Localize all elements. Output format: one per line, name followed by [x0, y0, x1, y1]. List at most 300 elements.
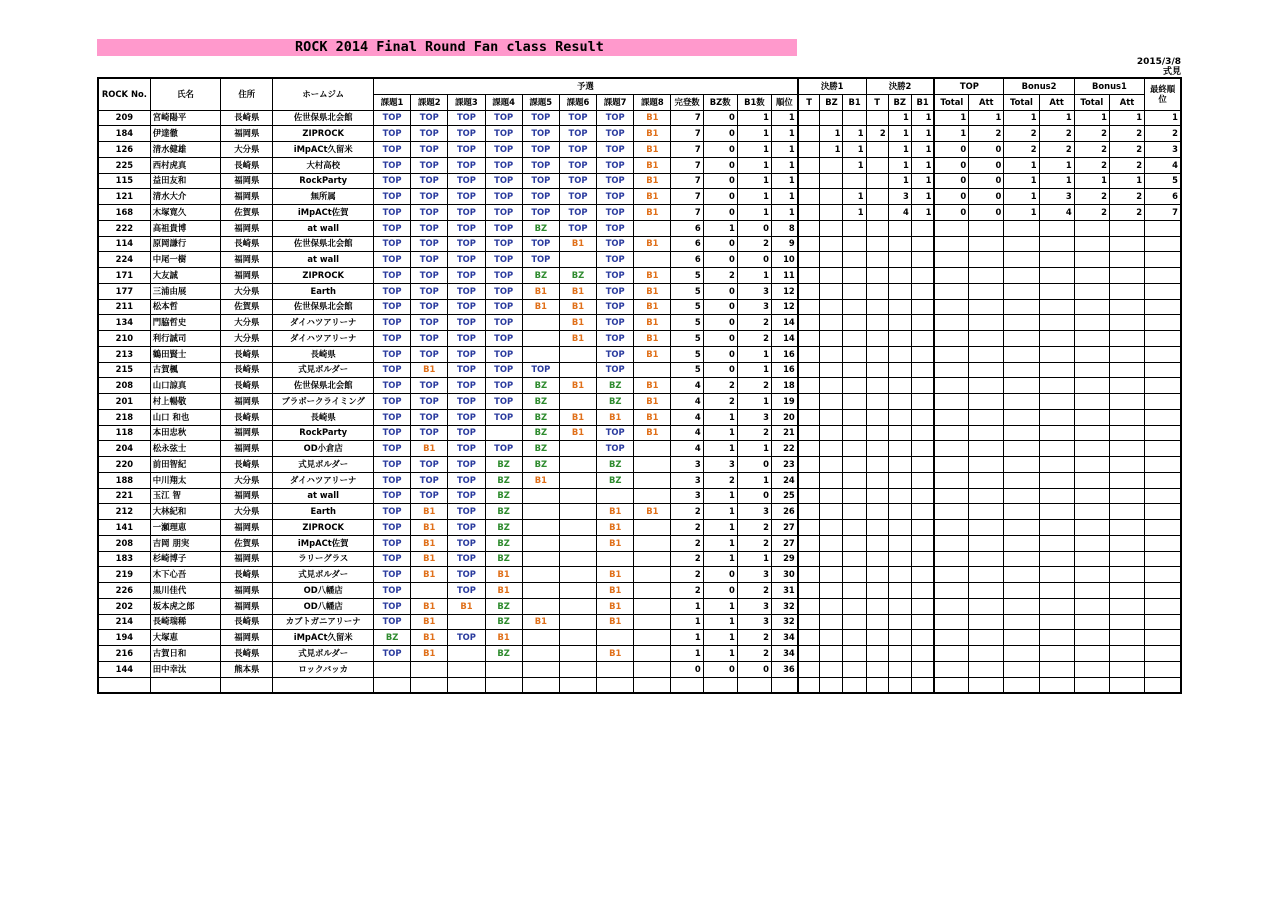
- final2-bz-cell: [888, 551, 911, 567]
- final1-b1-cell: [843, 504, 866, 520]
- final-rank-cell: [1145, 331, 1181, 347]
- final2-t-cell: [866, 252, 888, 268]
- rock-no-cell: 214: [98, 614, 150, 630]
- final2-t-cell: [866, 614, 888, 630]
- gym-cell: iMpACt佐賀: [273, 205, 374, 221]
- problem-1-cell: TOP: [373, 142, 410, 158]
- bonus1-att-cell: [1109, 520, 1144, 536]
- problem-5-cell: [522, 583, 559, 599]
- complete-cell: 2: [671, 551, 703, 567]
- problem-6-cell: [559, 346, 596, 362]
- bonus1-att-cell: [1109, 614, 1144, 630]
- bonus2-att-cell: [1039, 268, 1074, 284]
- final-rank-cell: [1145, 457, 1181, 473]
- col-bonus1-total: Total: [1074, 94, 1109, 110]
- gym-cell: ZIPROCK: [273, 520, 374, 536]
- final1-t-cell: [798, 173, 820, 189]
- address-cell: 福岡県: [221, 268, 273, 284]
- final2-bz-cell: [888, 315, 911, 331]
- final1-bz-cell: 1: [820, 142, 843, 158]
- gym-cell: iMpACt久留米: [273, 142, 374, 158]
- table-row: [98, 457, 1181, 473]
- final2-bz-cell: [888, 567, 911, 583]
- problem-2-cell: [411, 583, 448, 599]
- top-att-cell: [969, 646, 1004, 662]
- bz-count-cell: 2: [703, 394, 737, 410]
- final1-t-cell: [798, 567, 820, 583]
- rank-cell: 14: [771, 331, 797, 347]
- problem-2-cell: B1: [411, 504, 448, 520]
- col-top-att: Att: [969, 94, 1004, 110]
- empty-cell: [1039, 677, 1074, 693]
- final1-bz-cell: [820, 441, 843, 457]
- final-rank-cell: 1: [1145, 110, 1181, 126]
- problem-5-cell: TOP: [522, 252, 559, 268]
- b1-count-cell: 3: [737, 567, 771, 583]
- top-total-cell: [934, 646, 968, 662]
- final1-t-cell: [798, 598, 820, 614]
- bonus1-total-cell: [1074, 252, 1109, 268]
- rock-no-cell: 202: [98, 598, 150, 614]
- final2-t-cell: [866, 646, 888, 662]
- top-total-cell: [934, 630, 968, 646]
- final2-b1-cell: [911, 220, 934, 236]
- rock-no-cell: 168: [98, 205, 150, 221]
- problem-3-cell: TOP: [448, 457, 485, 473]
- problem-3-cell: TOP: [448, 268, 485, 284]
- problem-4-cell: B1: [485, 567, 522, 583]
- problem-4-cell: [485, 661, 522, 677]
- bonus2-att-cell: [1039, 630, 1074, 646]
- bonus1-att-cell: [1109, 472, 1144, 488]
- bonus1-total-cell: [1074, 236, 1109, 252]
- final1-bz-cell: [820, 362, 843, 378]
- problem-6-cell: TOP: [559, 173, 596, 189]
- problem-6-cell: [559, 598, 596, 614]
- bz-count-cell: 1: [703, 614, 737, 630]
- col-problem-4: 課題4: [485, 94, 522, 110]
- rock-no-cell: 218: [98, 409, 150, 425]
- rank-cell: 22: [771, 441, 797, 457]
- final2-t-cell: [866, 504, 888, 520]
- final2-b1-cell: [911, 283, 934, 299]
- final2-t-cell: [866, 457, 888, 473]
- table-row: [98, 315, 1181, 331]
- b1-count-cell: 1: [737, 157, 771, 173]
- b1-count-cell: 1: [737, 126, 771, 142]
- name-cell: 清水大介: [150, 189, 220, 205]
- top-total-cell: [934, 488, 968, 504]
- top-att-cell: 0: [969, 189, 1004, 205]
- bonus2-total-cell: [1004, 331, 1039, 347]
- bonus1-total-cell: [1074, 315, 1109, 331]
- empty-cell: [934, 677, 968, 693]
- results-table: [97, 77, 1182, 694]
- bz-count-cell: 0: [703, 346, 737, 362]
- problem-8-cell: B1: [634, 173, 671, 189]
- final1-t-cell: [798, 205, 820, 221]
- final1-b1-cell: [843, 614, 866, 630]
- rank-cell: 32: [771, 598, 797, 614]
- top-total-cell: [934, 252, 968, 268]
- top-total-cell: [934, 535, 968, 551]
- bonus1-att-cell: [1109, 646, 1144, 662]
- final2-t-cell: [866, 598, 888, 614]
- complete-cell: 6: [671, 236, 703, 252]
- address-cell: 大分県: [221, 504, 273, 520]
- table-row: [98, 583, 1181, 599]
- final1-b1-cell: [843, 362, 866, 378]
- name-cell: 黒川佳代: [150, 583, 220, 599]
- address-cell: 佐賀県: [221, 535, 273, 551]
- problem-4-cell: TOP: [485, 236, 522, 252]
- bonus2-att-cell: [1039, 252, 1074, 268]
- final2-b1-cell: [911, 315, 934, 331]
- problem-1-cell: TOP: [373, 189, 410, 205]
- final1-t-cell: [798, 299, 820, 315]
- gym-cell: 佐世保県北会館: [273, 299, 374, 315]
- bonus2-att-cell: [1039, 299, 1074, 315]
- bonus2-att-cell: 1: [1039, 110, 1074, 126]
- problem-8-cell: [634, 457, 671, 473]
- problem-6-cell: [559, 441, 596, 457]
- problem-2-cell: B1: [411, 598, 448, 614]
- final1-bz-cell: [820, 315, 843, 331]
- problem-8-cell: B1: [634, 346, 671, 362]
- problem-8-cell: B1: [634, 331, 671, 347]
- final-rank-cell: [1145, 646, 1181, 662]
- name-cell: 中川翔太: [150, 472, 220, 488]
- empty-cell: [1004, 677, 1039, 693]
- problem-4-cell: TOP: [485, 142, 522, 158]
- problem-5-cell: B1: [522, 283, 559, 299]
- final1-bz-cell: [820, 205, 843, 221]
- problem-2-cell: TOP: [411, 189, 448, 205]
- address-cell: 長崎県: [221, 378, 273, 394]
- table-row: [98, 614, 1181, 630]
- rank-cell: 9: [771, 236, 797, 252]
- bonus2-total-cell: [1004, 520, 1039, 536]
- final2-b1-cell: [911, 583, 934, 599]
- final2-bz-cell: [888, 614, 911, 630]
- final1-b1-cell: [843, 551, 866, 567]
- problem-6-cell: B1: [559, 425, 596, 441]
- problem-3-cell: TOP: [448, 425, 485, 441]
- top-total-cell: [934, 346, 968, 362]
- final1-t-cell: [798, 457, 820, 473]
- problem-3-cell: TOP: [448, 220, 485, 236]
- complete-cell: 7: [671, 189, 703, 205]
- complete-cell: 3: [671, 472, 703, 488]
- complete-cell: 5: [671, 283, 703, 299]
- table-row: [98, 220, 1181, 236]
- final2-b1-cell: 1: [911, 110, 934, 126]
- bz-count-cell: 3: [703, 457, 737, 473]
- bonus2-total-cell: 1: [1004, 110, 1039, 126]
- final-rank-cell: [1145, 661, 1181, 677]
- final1-t-cell: [798, 126, 820, 142]
- col-f1-bz: BZ: [820, 94, 843, 110]
- col-final-rank: 最終順位: [1145, 78, 1181, 110]
- final-rank-cell: [1145, 394, 1181, 410]
- problem-6-cell: [559, 661, 596, 677]
- final1-bz-cell: [820, 157, 843, 173]
- problem-1-cell: TOP: [373, 283, 410, 299]
- bonus1-att-cell: 1: [1109, 110, 1144, 126]
- final2-bz-cell: [888, 331, 911, 347]
- col-problem-1: 課題1: [373, 94, 410, 110]
- empty-cell: [771, 677, 797, 693]
- rock-no-cell: 188: [98, 472, 150, 488]
- empty-cell: [221, 677, 273, 693]
- problem-4-cell: TOP: [485, 268, 522, 284]
- problem-3-cell: TOP: [448, 205, 485, 221]
- final-rank-cell: [1145, 567, 1181, 583]
- address-cell: 長崎県: [221, 157, 273, 173]
- final2-b1-cell: [911, 661, 934, 677]
- address-cell: 長崎県: [221, 409, 273, 425]
- final1-b1-cell: [843, 425, 866, 441]
- table-row: [98, 535, 1181, 551]
- final2-t-cell: [866, 425, 888, 441]
- bonus1-att-cell: [1109, 661, 1144, 677]
- address-cell: 長崎県: [221, 110, 273, 126]
- address-cell: 大分県: [221, 472, 273, 488]
- final-rank-cell: [1145, 630, 1181, 646]
- problem-1-cell: TOP: [373, 567, 410, 583]
- address-cell: 福岡県: [221, 630, 273, 646]
- problem-2-cell: B1: [411, 567, 448, 583]
- table-row: [98, 394, 1181, 410]
- problem-3-cell: TOP: [448, 189, 485, 205]
- gym-cell: 式見ボルダー: [273, 362, 374, 378]
- top-att-cell: [969, 315, 1004, 331]
- col-problem-5: 課題5: [522, 94, 559, 110]
- bonus2-total-cell: [1004, 646, 1039, 662]
- problem-5-cell: TOP: [522, 142, 559, 158]
- final2-bz-cell: [888, 283, 911, 299]
- top-att-cell: [969, 520, 1004, 536]
- top-total-cell: [934, 362, 968, 378]
- problem-6-cell: [559, 646, 596, 662]
- empty-cell: [888, 677, 911, 693]
- address-cell: 福岡県: [221, 252, 273, 268]
- problem-3-cell: TOP: [448, 378, 485, 394]
- final1-t-cell: [798, 409, 820, 425]
- bonus2-att-cell: [1039, 362, 1074, 378]
- bonus2-att-cell: [1039, 378, 1074, 394]
- bonus1-att-cell: 1: [1109, 173, 1144, 189]
- final2-b1-cell: 1: [911, 205, 934, 221]
- problem-1-cell: TOP: [373, 394, 410, 410]
- final2-b1-cell: [911, 457, 934, 473]
- bz-count-cell: 0: [703, 173, 737, 189]
- problem-8-cell: [634, 362, 671, 378]
- col-group-qualify: 予選: [373, 78, 797, 94]
- gym-cell: 無所属: [273, 189, 374, 205]
- problem-7-cell: [597, 630, 634, 646]
- problem-4-cell: TOP: [485, 126, 522, 142]
- name-cell: 西村虎真: [150, 157, 220, 173]
- gym-cell: カブトガニアリーナ: [273, 614, 374, 630]
- problem-7-cell: B1: [597, 646, 634, 662]
- final2-t-cell: [866, 488, 888, 504]
- gym-cell: ラリーグラス: [273, 551, 374, 567]
- bonus1-att-cell: [1109, 346, 1144, 362]
- final1-bz-cell: [820, 646, 843, 662]
- final2-t-cell: [866, 173, 888, 189]
- problem-8-cell: B1: [634, 425, 671, 441]
- final1-bz-cell: [820, 331, 843, 347]
- bonus1-att-cell: [1109, 425, 1144, 441]
- problem-2-cell: B1: [411, 441, 448, 457]
- top-att-cell: [969, 630, 1004, 646]
- final2-b1-cell: [911, 378, 934, 394]
- address-cell: 福岡県: [221, 425, 273, 441]
- empty-cell: [820, 677, 843, 693]
- complete-cell: 2: [671, 567, 703, 583]
- bonus1-total-cell: [1074, 614, 1109, 630]
- rock-no-cell: 114: [98, 236, 150, 252]
- final1-b1-cell: [843, 220, 866, 236]
- problem-7-cell: TOP: [597, 220, 634, 236]
- bonus1-att-cell: [1109, 283, 1144, 299]
- final2-b1-cell: [911, 567, 934, 583]
- final1-bz-cell: [820, 268, 843, 284]
- bonus1-att-cell: [1109, 630, 1144, 646]
- final-rank-cell: 7: [1145, 205, 1181, 221]
- col-group-top: TOP: [934, 78, 1003, 94]
- gym-cell: OD八幡店: [273, 598, 374, 614]
- final2-b1-cell: [911, 362, 934, 378]
- final2-b1-cell: [911, 236, 934, 252]
- b1-count-cell: 0: [737, 220, 771, 236]
- rank-cell: 12: [771, 299, 797, 315]
- top-att-cell: [969, 472, 1004, 488]
- bonus1-att-cell: 2: [1109, 157, 1144, 173]
- problem-7-cell: TOP: [597, 283, 634, 299]
- problem-1-cell: BZ: [373, 630, 410, 646]
- top-att-cell: [969, 346, 1004, 362]
- bonus2-total-cell: [1004, 504, 1039, 520]
- final-rank-cell: [1145, 488, 1181, 504]
- problem-5-cell: BZ: [522, 378, 559, 394]
- bz-count-cell: 1: [703, 425, 737, 441]
- bonus2-att-cell: [1039, 614, 1074, 630]
- final1-t-cell: [798, 378, 820, 394]
- col-bz-count: BZ数: [703, 94, 737, 110]
- problem-5-cell: B1: [522, 614, 559, 630]
- problem-3-cell: B1: [448, 598, 485, 614]
- empty-cell: [703, 677, 737, 693]
- bonus1-att-cell: [1109, 394, 1144, 410]
- problem-1-cell: TOP: [373, 236, 410, 252]
- final2-b1-cell: [911, 614, 934, 630]
- bonus1-att-cell: [1109, 236, 1144, 252]
- rock-no-cell: 225: [98, 157, 150, 173]
- name-cell: 三浦由展: [150, 283, 220, 299]
- problem-8-cell: B1: [634, 205, 671, 221]
- problem-3-cell: TOP: [448, 583, 485, 599]
- problem-5-cell: BZ: [522, 425, 559, 441]
- bonus2-att-cell: [1039, 535, 1074, 551]
- problem-4-cell: TOP: [485, 362, 522, 378]
- problem-7-cell: TOP: [597, 331, 634, 347]
- problem-4-cell: BZ: [485, 520, 522, 536]
- final2-bz-cell: [888, 394, 911, 410]
- problem-4-cell: TOP: [485, 441, 522, 457]
- final2-t-cell: [866, 157, 888, 173]
- b1-count-cell: 1: [737, 142, 771, 158]
- gym-cell: OD八幡店: [273, 583, 374, 599]
- final1-b1-cell: [843, 472, 866, 488]
- col-f2-bz: BZ: [888, 94, 911, 110]
- address-cell: 福岡県: [221, 551, 273, 567]
- final2-b1-cell: [911, 299, 934, 315]
- problem-3-cell: TOP: [448, 173, 485, 189]
- final2-t-cell: [866, 394, 888, 410]
- bonus2-att-cell: 1: [1039, 173, 1074, 189]
- top-total-cell: [934, 283, 968, 299]
- final-rank-cell: [1145, 362, 1181, 378]
- bonus2-att-cell: [1039, 425, 1074, 441]
- problem-5-cell: TOP: [522, 189, 559, 205]
- rock-no-cell: 144: [98, 661, 150, 677]
- final2-t-cell: [866, 567, 888, 583]
- final-rank-cell: [1145, 268, 1181, 284]
- table-row: [98, 126, 1181, 142]
- problem-3-cell: [448, 661, 485, 677]
- rock-no-cell: 209: [98, 110, 150, 126]
- problem-4-cell: BZ: [485, 551, 522, 567]
- b1-count-cell: 0: [737, 488, 771, 504]
- problem-7-cell: TOP: [597, 252, 634, 268]
- final-rank-cell: [1145, 535, 1181, 551]
- problem-7-cell: TOP: [597, 205, 634, 221]
- problem-7-cell: [597, 551, 634, 567]
- problem-6-cell: TOP: [559, 189, 596, 205]
- bz-count-cell: 2: [703, 268, 737, 284]
- bonus2-total-cell: [1004, 268, 1039, 284]
- final2-bz-cell: [888, 409, 911, 425]
- problem-3-cell: TOP: [448, 520, 485, 536]
- bonus1-total-cell: [1074, 441, 1109, 457]
- problem-5-cell: [522, 504, 559, 520]
- bonus2-att-cell: [1039, 441, 1074, 457]
- b1-count-cell: 3: [737, 504, 771, 520]
- final1-t-cell: [798, 394, 820, 410]
- bonus2-att-cell: [1039, 520, 1074, 536]
- problem-2-cell: TOP: [411, 425, 448, 441]
- rank-cell: 20: [771, 409, 797, 425]
- bonus2-total-cell: 1: [1004, 205, 1039, 221]
- bz-count-cell: 2: [703, 472, 737, 488]
- final1-b1-cell: [843, 346, 866, 362]
- complete-cell: 5: [671, 331, 703, 347]
- final1-t-cell: [798, 520, 820, 536]
- final1-bz-cell: [820, 472, 843, 488]
- empty-cell: [1145, 677, 1181, 693]
- address-cell: 長崎県: [221, 567, 273, 583]
- problem-2-cell: TOP: [411, 157, 448, 173]
- b1-count-cell: 1: [737, 205, 771, 221]
- bonus1-att-cell: 2: [1109, 142, 1144, 158]
- top-att-cell: [969, 299, 1004, 315]
- bonus2-total-cell: [1004, 299, 1039, 315]
- final1-bz-cell: [820, 189, 843, 205]
- top-att-cell: 0: [969, 173, 1004, 189]
- bonus2-att-cell: 2: [1039, 142, 1074, 158]
